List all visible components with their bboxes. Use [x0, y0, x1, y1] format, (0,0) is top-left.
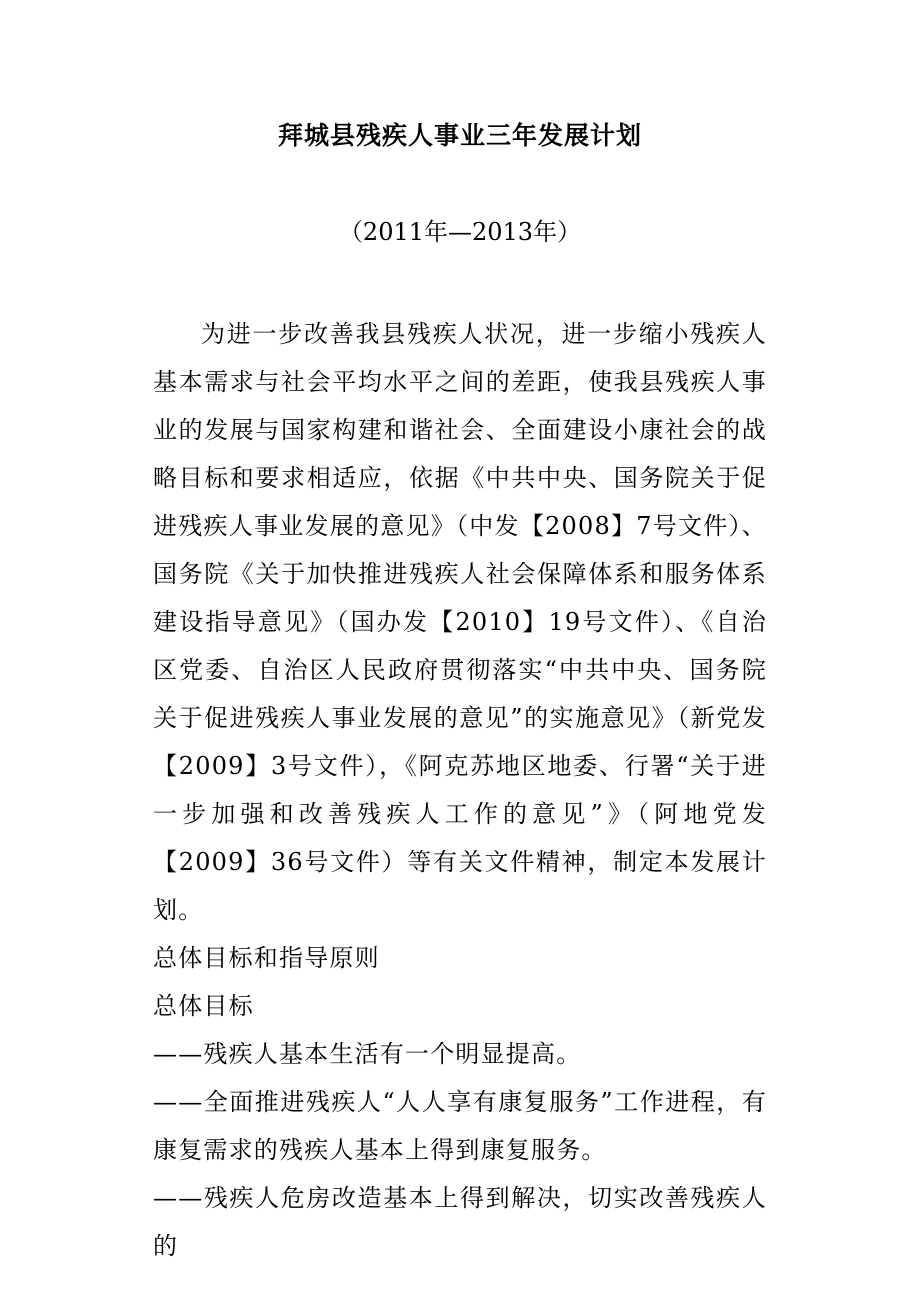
- section-heading: 总体目标和指导原则: [153, 944, 380, 972]
- goal-item: ——全面推进残疾人“人人享有康复服务”工作进程，有康复需求的残疾人基本上得到康复服务。: [153, 1088, 767, 1164]
- document-subtitle: （2011年—2013年）: [338, 218, 582, 246]
- subsection-heading: 总体目标: [153, 992, 254, 1020]
- intro-paragraph: 为进一步改善我县残疾人状况，进一步缩小残疾人基本需求与社会平均水平之间的差距，使我县残疾人事业的发展与国家构建和谐社会、全面建设小康社会的战略目标和要求相适应，依据《中共中央、国务院关于促进残疾人事业发展的意见》（中发【2008】7号文件）、国务院《关于加快推进残疾人社会保障体系和服务体系建设指导意见》（国办发【2010】19号文件）、《自治区党委、自治区人民政府贯彻落实“中共中央、国务院关于促进残疾人事业发展的意见”的实施意见》（新党发【2009】3号文件），《阿克苏地区地委、行署“关于进一步加强和改善残疾人工作的意见”》（阿地党发【2009】36号文件）等有关文件精神，制定本发展计划。: [153, 320, 767, 924]
- goal-item: ——残疾人危房改造基本上得到解决，切实改善残疾人的: [153, 1184, 767, 1260]
- document-body: [153, 310, 767, 1270]
- document-title: 拜城县残疾人事业三年发展计划: [277, 121, 642, 150]
- goal-item: ——残疾人基本生活有一个明显提高。: [153, 1040, 582, 1068]
